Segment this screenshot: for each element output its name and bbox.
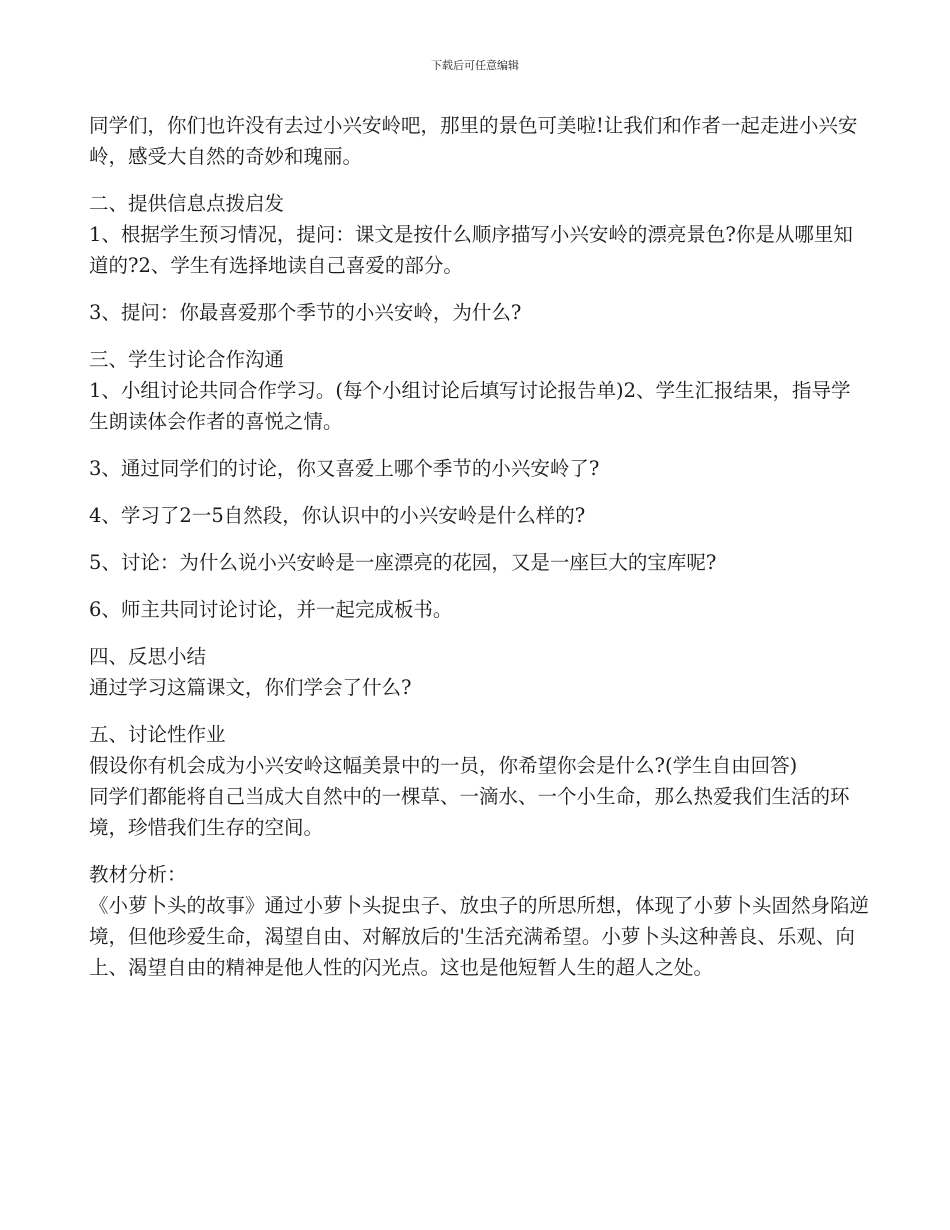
section-heading-5: 五、讨论性作业: [89, 723, 226, 746]
body-paragraph: 假设你有机会成为小兴安岭这幅美景中的一员，你希望你会是什么?(学生自由回答): [89, 754, 798, 777]
section-heading-4: 四、反思小结: [89, 645, 207, 668]
body-paragraph: 同学们都能将自己当成大自然中的一棵草、一滴水、一个小生命，那么热爱我们生活的环境，珍惜我们生存的空间。: [89, 785, 850, 839]
page-header: 下载后可任意编辑: [431, 59, 519, 72]
intro-paragraph: 同学们，你们也许没有去过小兴安岭吧，那里的景色可美啦!让我们和作者一起走进小兴安岭，感受大自然的奇妙和瑰丽。: [89, 114, 858, 168]
list-item: 3、提问：你最喜爱那个季节的小兴安岭，为什么?: [89, 301, 522, 324]
list-item: 1、小组讨论共同合作学习。(每个小组讨论后填写讨论报告单)2、学生汇报结果，指导学生朗读体会作者的喜悦之情。: [89, 379, 851, 433]
textbook-analysis-heading: 教材分析：: [89, 863, 187, 886]
list-item: 6、师主共同讨论讨论，并一起完成板书。: [89, 598, 453, 621]
body-paragraph: 通过学习这篇课文，你们学会了什么?: [89, 676, 412, 699]
document-body: [89, 110, 869, 983]
textbook-analysis-paragraph: 《小萝卜头的故事》通过小萝卜头捉虫子、放虫子的所思所想，体现了小萝卜头固然身陷逆境，但他珍爱生命，渴望自由、对解放后的'生活充满希望。小萝卜头这种善良、乐观、向上、渴望自由的精神是他人性的闪光点。这也是他短暂人生的超人之处。: [89, 894, 870, 979]
list-item: 4、学习了2一5自然段，你认识中的小兴安岭是什么样的?: [89, 504, 586, 527]
list-item: 5、讨论：为什么说小兴安岭是一座漂亮的花园，又是一座巨大的宝库呢?: [89, 551, 717, 574]
section-heading-2: 二、提供信息点拨启发: [89, 192, 285, 215]
section-heading-3: 三、学生讨论合作沟通: [89, 348, 285, 371]
list-item: 1、根据学生预习情况，提问：课文是按什么顺序描写小兴安岭的漂亮景色?你是从哪里知道的?2、学生有选择地读自己喜爱的部分。: [89, 223, 853, 277]
list-item: 3、通过同学们的讨论，你又喜爱上哪个季节的小兴安岭了?: [89, 457, 600, 480]
